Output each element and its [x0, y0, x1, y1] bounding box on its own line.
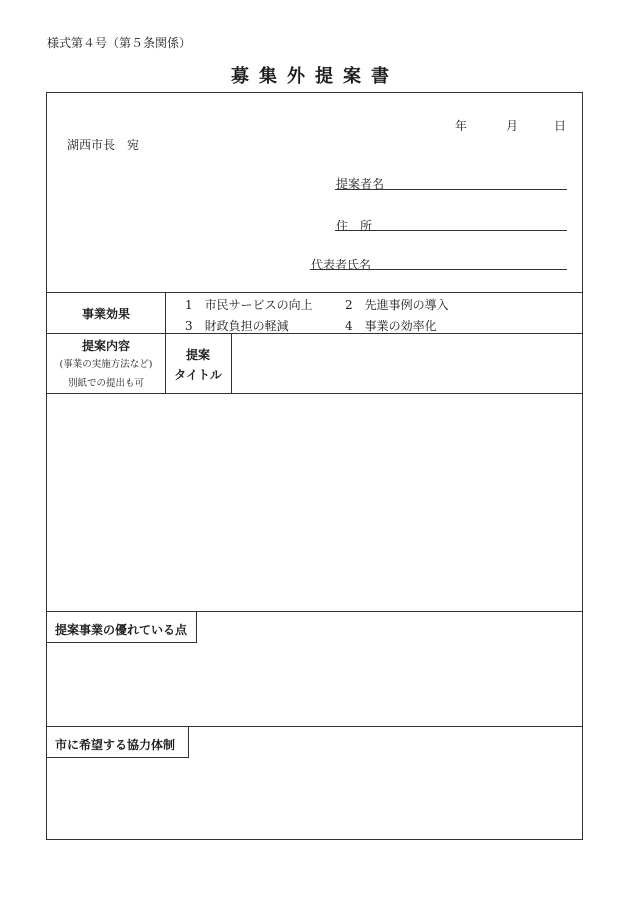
cooperation-label: 市に希望する協力体制 — [47, 726, 189, 758]
proposer-name-label: 提案者名 — [336, 177, 385, 191]
effect-option-3[interactable]: 3 財政負担の軽減 — [185, 319, 289, 333]
date-month-label: 月 — [506, 119, 519, 133]
representative-name-label: 代表者氏名 — [311, 258, 372, 272]
content-label: 提案内容 — [81, 339, 130, 353]
effect-option-1[interactable]: 1 市民サービスの向上 — [185, 298, 313, 312]
content-note-method: (事業の実施方法など) — [59, 359, 153, 370]
addressee: 湖西市長 宛 — [67, 138, 140, 152]
address-label: 住 所 — [336, 219, 373, 233]
content-note-attachment: 別紙での提出も可 — [67, 378, 144, 389]
proposal-title-label-line1: 提案 — [185, 348, 210, 362]
form-frame — [46, 92, 583, 840]
divider-effects-top — [47, 292, 582, 293]
effect-option-2[interactable]: 2 先進事例の導入 — [345, 298, 449, 312]
date-day-label: 日 — [554, 119, 567, 133]
proposal-title-label-line2: タイトル — [174, 368, 222, 382]
effect-option-4[interactable]: 4 事業の効率化 — [345, 319, 437, 333]
proposer-name-field[interactable] — [335, 189, 567, 190]
form-number: 様式第４号（第５条関係） — [47, 36, 192, 50]
effects-label: 事業効果 — [81, 307, 130, 321]
date-year-label: 年 — [455, 119, 468, 133]
cooperation-area[interactable] — [47, 759, 583, 839]
strengths-area[interactable] — [47, 644, 583, 726]
representative-name-field[interactable] — [310, 269, 567, 270]
proposal-content-area[interactable] — [47, 394, 583, 611]
proposal-title-field[interactable] — [232, 334, 583, 393]
page-title: 募集外提案書 — [231, 66, 399, 87]
strengths-label: 提案事業の優れている点 — [47, 611, 197, 643]
address-field[interactable] — [335, 230, 567, 231]
